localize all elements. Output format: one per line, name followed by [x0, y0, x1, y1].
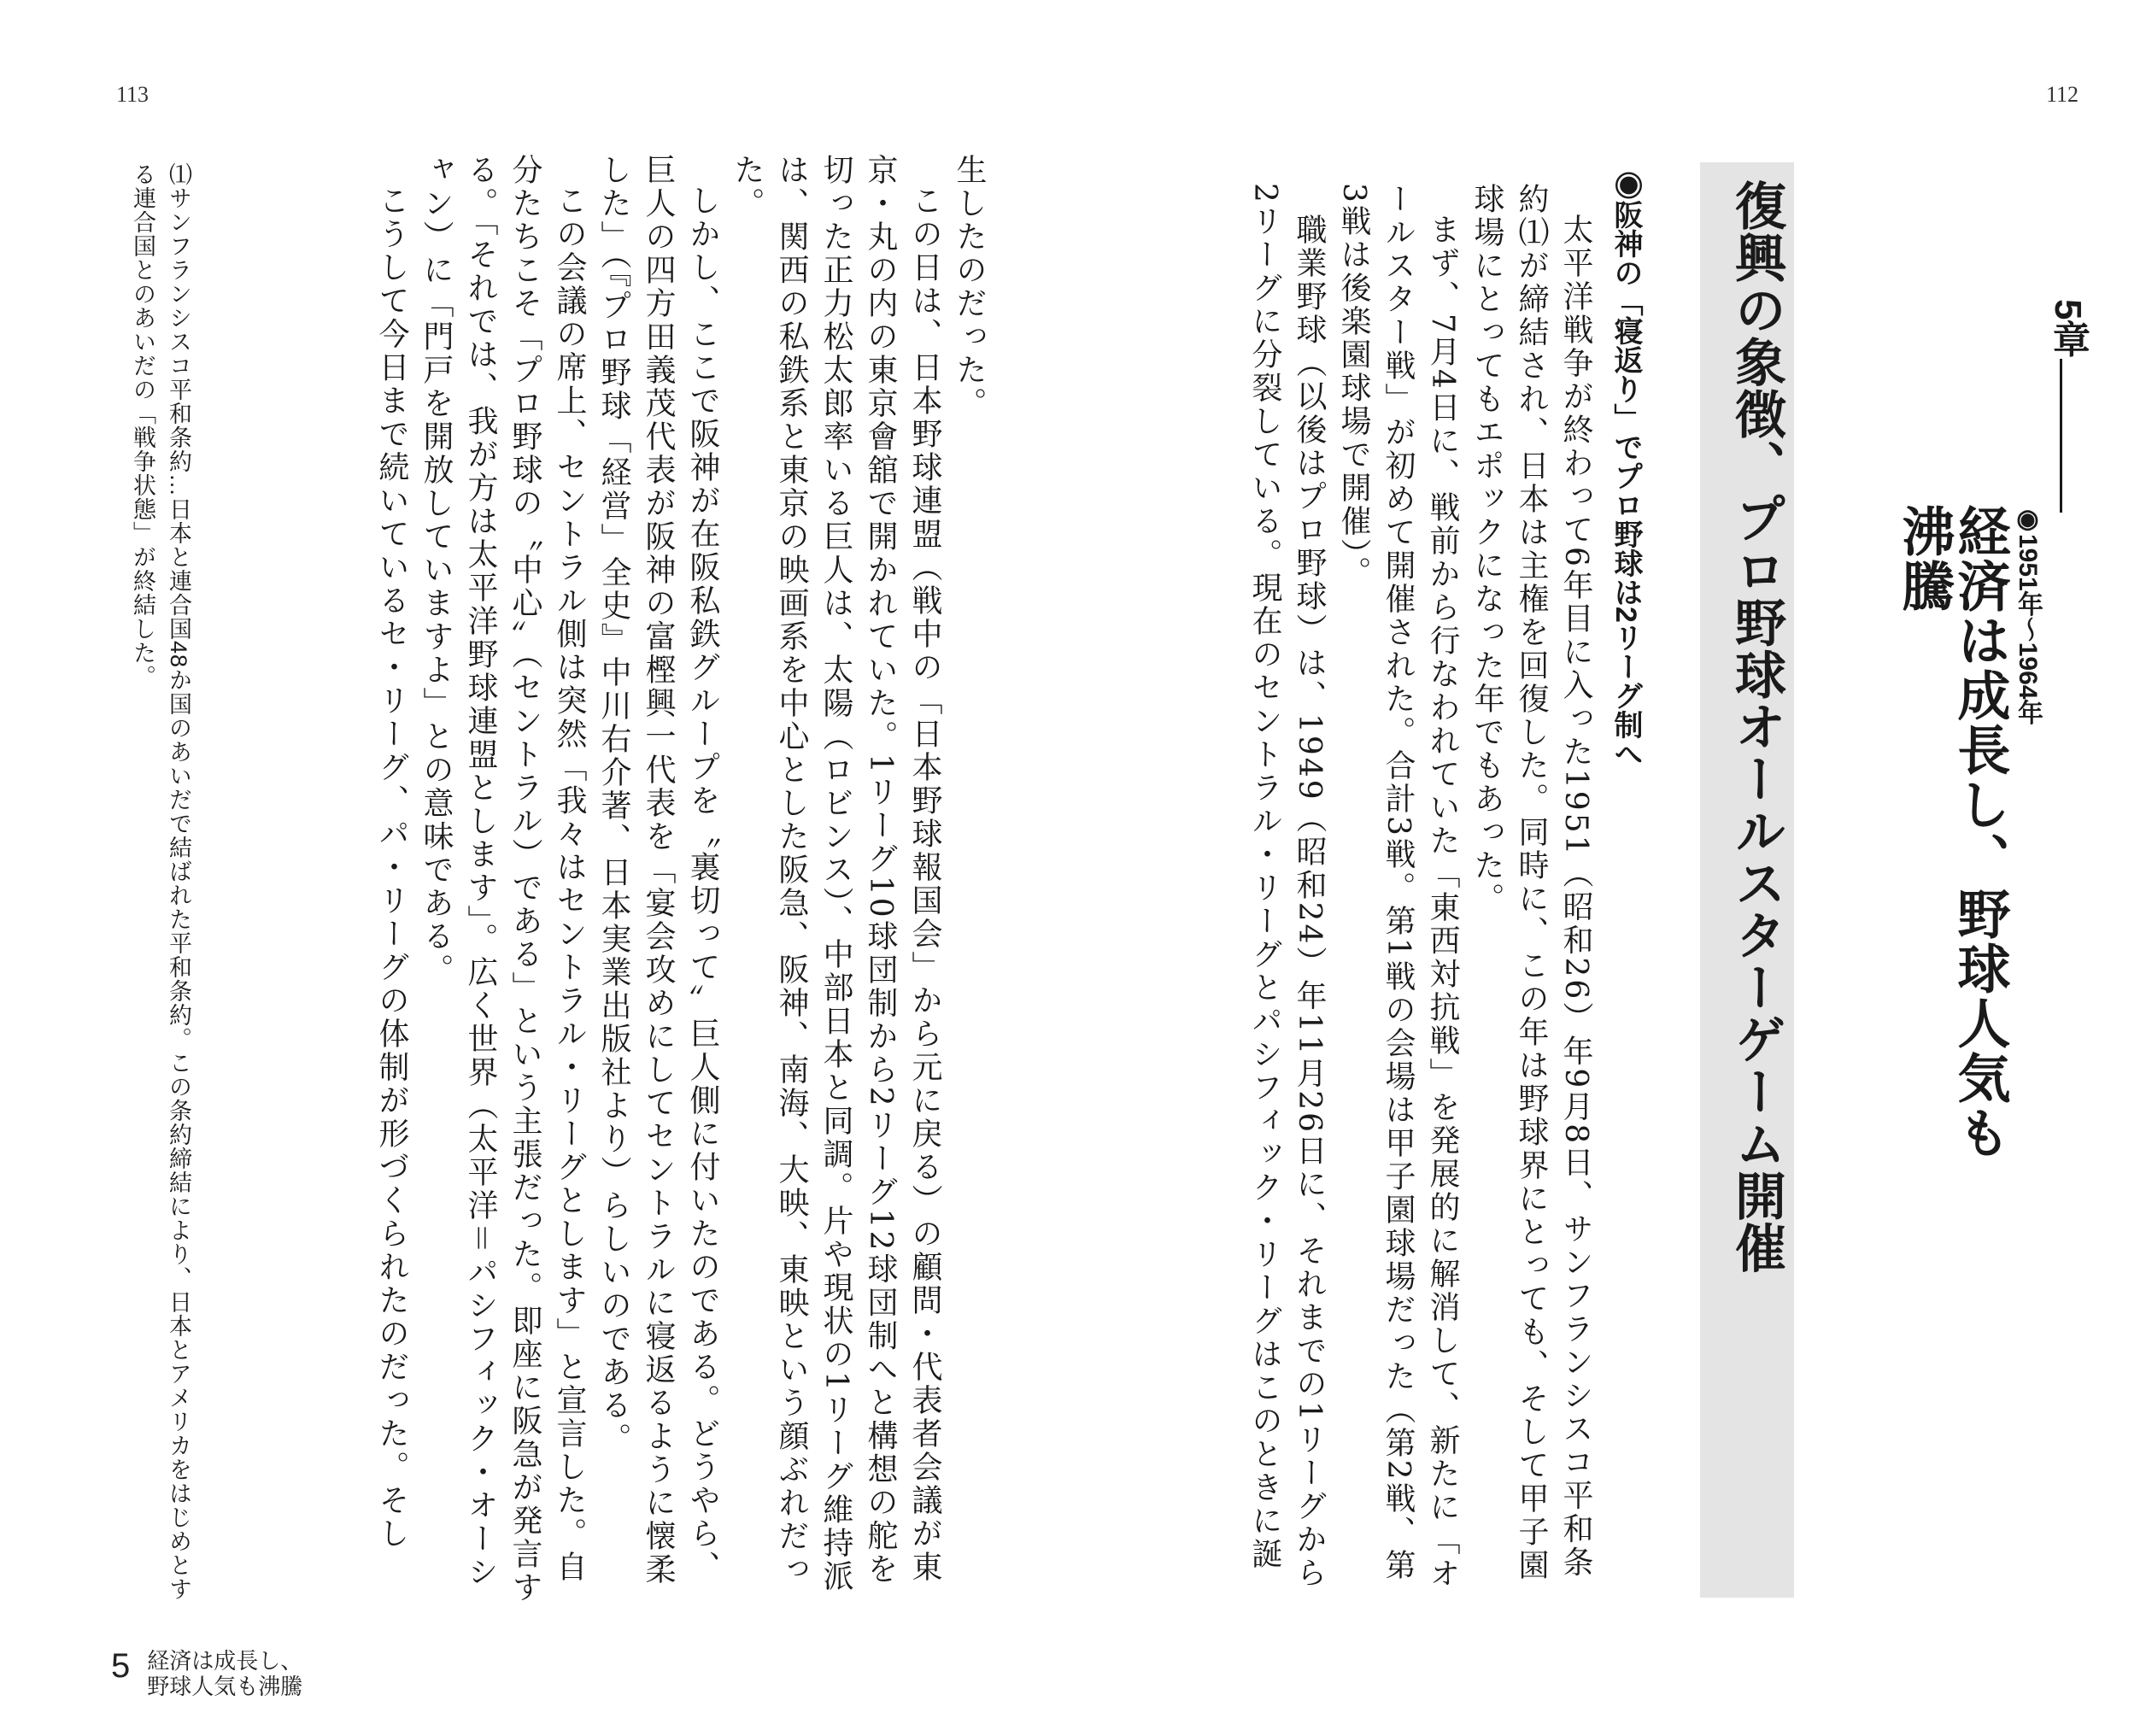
footer-title-line: 野球人気も沸騰	[147, 1673, 303, 1699]
subsection-heading: ◉阪神の「寝返り」でプロ野球は2リーグ制へ	[1610, 171, 1642, 768]
footnote: ⑴サンフランシスコ平和条約…日本と連合国48か国のあいだで結ばれた平和条約。この条約締結により、日本とアメリカをはじめとする連合国とのあいだの「戦争状態」が終結した。	[130, 162, 191, 1602]
footer-chapter-title	[147, 1649, 302, 1700]
page-number: 113	[116, 82, 150, 107]
right-page	[1085, 0, 2146, 1736]
page-number: 112	[2046, 82, 2079, 107]
body-text-right	[1247, 183, 1598, 1601]
footer-title-line: 経済は成長し、	[147, 1648, 303, 1674]
chapter-title: 経済は成長し、野球人気も沸騰	[1893, 504, 2008, 1160]
running-footer	[111, 1649, 302, 1700]
paragraph: 生したのだった。	[952, 154, 987, 420]
paragraph: まず、7月4日に、戦前から行なわれていた「東西対抗戦」を発展的に解消して、新たに「オールスター戦」が初めて開催された。合計3戦。第1戦の会場は甲子園球場だった（第2戦、第3戦は後楽園球場で開催）。	[1336, 183, 1460, 1591]
body-text-left	[239, 154, 991, 1606]
paragraph: この会議の席上、セントラル側は突然「我々はセントラル・リーグとします」と宣言した。自分たちこそ「プロ野球の〝中心〟（セントラル）である」という主張だった。即座に阪急が発言する。「それでは、我が方は太平洋野球連盟とします」。広く世界（太平洋＝パシフィック・オーシャン）に「門戸を開放していますよ」との意味である。	[419, 154, 587, 1604]
section-title-box	[1700, 162, 1794, 1598]
chapter-heading	[1893, 299, 2089, 1196]
section-title: 復興の象徴、プロ野球オールスターゲーム開催	[1728, 179, 1785, 1274]
chapter-label: 5章	[2047, 299, 2089, 358]
paragraph: しかし、ここで阪神が在阪私鉄グループを〝裏切って〟巨人側に付いたのである。どうやら、巨人の四方田義茂代表が阪神の富樫興一代表を「宴会攻めにしてセントラルに寝返るように懐柔した」（『プロ野球「経営」全史』中川右介著、日本実業出版社より）らしいのである。	[596, 154, 720, 1586]
paragraph: こうして今日まで続いているセ・リーグ、パ・リーグの体制が形づくられたのだった。そし	[374, 185, 409, 1551]
chapter-years: ◉1951年〜1964年	[2014, 504, 2042, 725]
paragraph: 太平洋戦争が終わって6年目に入った1951（昭和26）年9月8日、サンフランシスコ平和条約⑴が締結され、日本は主権を回復した。同時に、この年は野球界にとっても、そして甲子園球場にとってもエポックになった年でもあった。	[1469, 183, 1593, 1582]
paragraph: 職業野球（以後はプロ野球）は、1949（昭和24）年11月26日に、それまでの1リーグから2リーグに分裂している。現在のセントラル・リーグとパシフィック・リーグはこのときに誕	[1247, 183, 1327, 1590]
footer-chapter-number: 5	[111, 1647, 131, 1685]
paragraph: この日は、日本野球連盟（戦中の「日本野球報国会」から元に戻る）の顧問・代表者会議が東京・丸の内の東京會舘で開かれていた。1リーグ10球団制から2リーグ12球団制へと構想の舵を切った正力松太郎率いる巨人は、太陽（ロビンス）、中部日本と同調。片や現状の1リーグ維持派は、関西の私鉄系と東京の映画系を中心とした阪急、阪神、南海、大映、東映という顔ぶれだった。	[730, 154, 942, 1593]
